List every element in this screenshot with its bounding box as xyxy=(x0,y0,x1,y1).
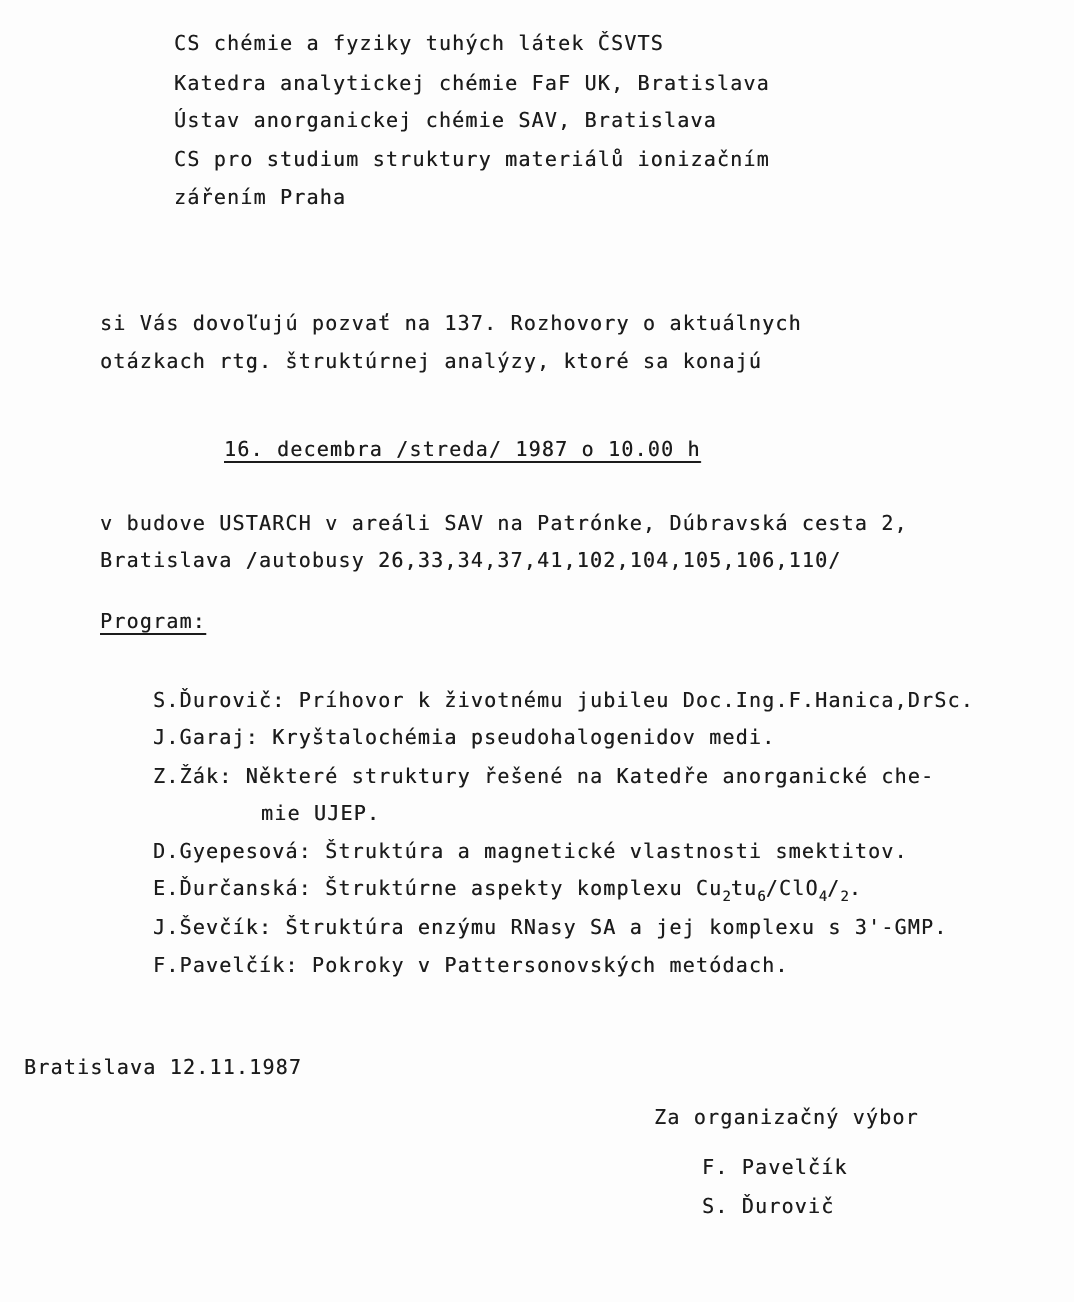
organizer-line-2: Katedra analytickej chémie FaF UK, Bratislava xyxy=(174,71,770,95)
program-title: mie UJEP. xyxy=(260,801,381,825)
program-title-part: . xyxy=(848,876,863,900)
program-title: Štruktúra enzýmu RNasy SA a jej komplexu s 3'-GMP. xyxy=(285,915,948,939)
venue-line-1: v budove USTARCH v areáli SAV na Patrónke, Dúbravská cesta 2, xyxy=(100,511,908,535)
signatory-1: F. Pavelčík xyxy=(702,1155,848,1179)
event-date: 16. decembra /streda/ 1987 o 10.00 h xyxy=(224,437,701,461)
program-title: Štruktúra a magnetické vlastnosti smektitov. xyxy=(325,839,908,863)
venue-line-2: Bratislava /autobusy 26,33,34,37,41,102,104,105,106,110/ xyxy=(100,548,842,572)
subscript: 2 xyxy=(722,889,731,905)
program-speaker: J.Garaj: xyxy=(152,725,259,749)
program-speaker: J.Ševčík: xyxy=(152,915,273,939)
signatory-2: S. Ďurovič xyxy=(702,1194,835,1218)
program-speaker: D.Gyepesová: xyxy=(152,839,312,863)
organizer-line-3: Ústav anorganickej chémie SAV, Bratislava xyxy=(174,108,717,132)
program-item xyxy=(100,926,789,1004)
program-title-part: Štruktúrne aspekty komplexu Cu xyxy=(325,876,723,900)
organizer-line-4: CS pro studium struktury materiálů ionizačním xyxy=(174,147,770,171)
organizer-line-1: CS chémie a fyziky tuhých látek ČSVTS xyxy=(174,31,664,55)
program-title: Některé struktury řešené na Katedře anorganické che- xyxy=(245,764,935,788)
program-title: Príhovor k životnému jubileu Doc.Ing.F.Hanica,DrSc. xyxy=(298,688,974,712)
invitation-line-1: si Vás dovoľujú pozvať na 137. Rozhovory o aktuálnych xyxy=(100,311,802,335)
organizer-line-5: zářením Praha xyxy=(174,185,347,209)
invitation-line-2: otázkach rtg. štruktúrnej analýzy, ktoré sa konajú xyxy=(100,349,763,373)
program-speaker: F.Pavelčík: xyxy=(152,953,299,977)
program-title: Pokroky v Pattersonovských metódach. xyxy=(311,953,789,977)
subscript: 4 xyxy=(818,889,828,905)
program-title: Kryštalochémia pseudohalogenidov medi. xyxy=(272,725,776,749)
program-speaker: Z.Žák: xyxy=(152,764,233,788)
place-date: Bratislava 12.11.1987 xyxy=(24,1055,303,1079)
program-heading: Program: xyxy=(100,609,206,633)
program-title-part: /ClO xyxy=(765,876,819,900)
subscript: 2 xyxy=(840,889,849,905)
program-title-part: tu xyxy=(730,876,758,900)
program-speaker: S.Ďurovič: xyxy=(152,688,286,712)
program-title-part: / xyxy=(827,876,841,900)
subscript: 6 xyxy=(757,889,766,905)
committee-label: Za organizačný výbor xyxy=(654,1105,919,1129)
program-speaker: E.Ďurčanská: xyxy=(152,876,312,900)
